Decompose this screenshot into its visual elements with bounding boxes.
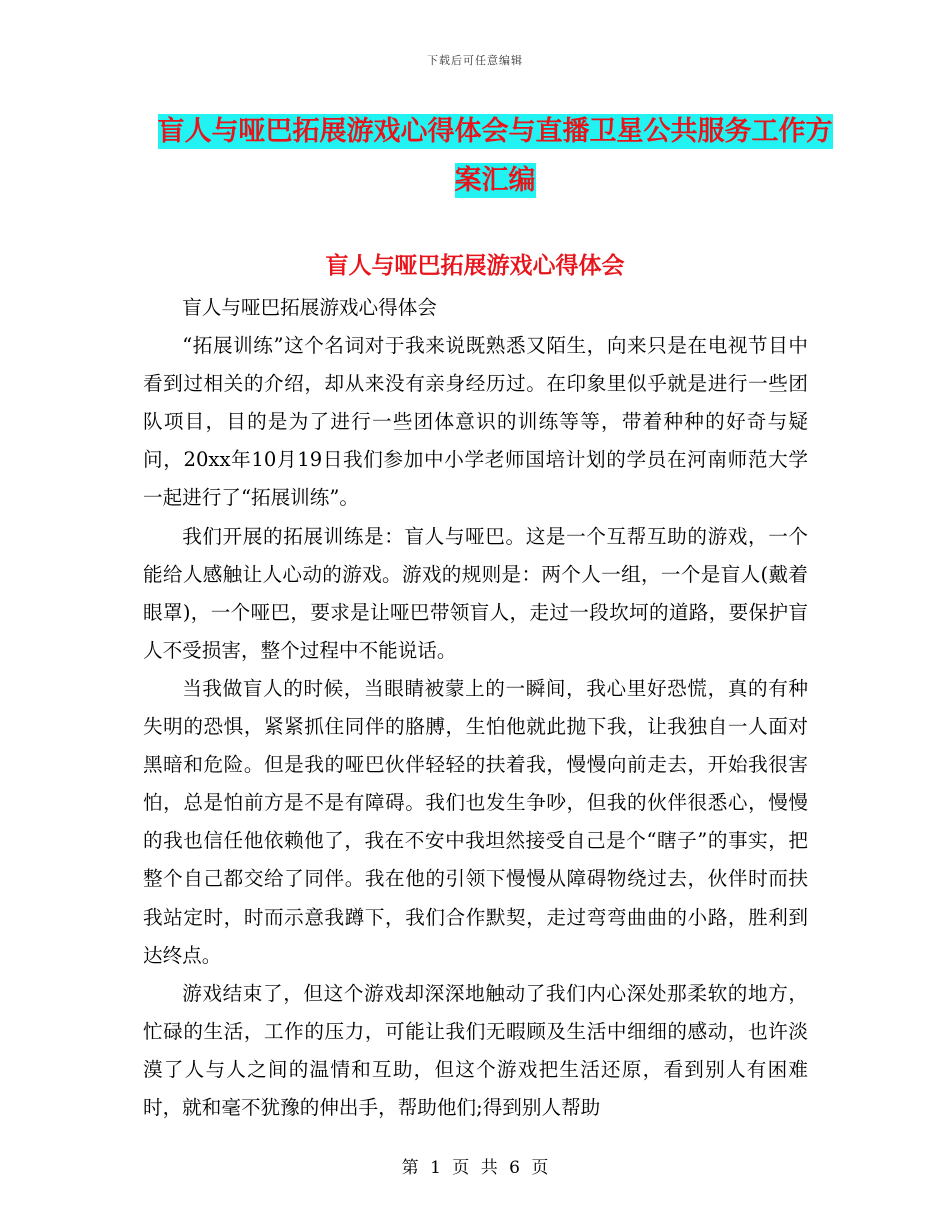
- paragraph: 当我做盲人的时候，当眼睛被蒙上的一瞬间，我心里好恐慌，真的有种失明的恐惧，紧紧抓住同伴的胳膊，生怕他就此抛下我，让我独自一人面对黑暗和危险。但是我的哑巴伙伴轻轻的扶着我，慢慢向前走去，开始我很害怕，总是怕前方是不是有障碍。我们也发生争吵，但我的伙伴很悉心，慢慢的我也信任他依赖他了，我在不安中我坦然接受自己是个“瞎子”的事实，把整个自己都交给了同伴。我在他的引领下慢慢从障碍物绕过去，伙伴时而扶我站定时，时而示意我蹲下，我们合作默契，走过弯弯曲曲的小路，胜利到达终点。: [143, 676, 808, 967]
- paragraph: 游戏结束了，但这个游戏却深深地触动了我们内心深处那柔软的地方，忙碌的生活，工作的压力，可能让我们无暇顾及生活中细细的感动，也许淡漠了人与人之间的温情和互助，但这个游戏把生活还原，看到别人有困难时，就和毫不犹豫的伸出手，帮助他们;得到别人帮助: [143, 981, 808, 1119]
- paragraph: “拓展训练”这个名词对于我来说既熟悉又陌生，向来只是在电视节目中看到过相关的介绍，却从来没有亲身经历过。在印象里似乎就是进行一些团队项目，目的是为了进行一些团体意识的训练等等，带着种种的好奇与疑问，20xx年10月19日我们参加中小学老师国培计划的学员在河南师范大学一起进行了“拓展训练”。: [143, 334, 808, 510]
- page-number-footer: 第 1 页 共 6 页: [401, 1158, 549, 1178]
- document-title: [150, 107, 840, 205]
- paragraph: 我们开展的拓展训练是：盲人与哑巴。这是一个互帮互助的游戏，一个能给人感触让人心动的游戏。游戏的规则是：两个人一组，一个是盲人(戴着眼罩)，一个哑巴，要求是让哑巴带领盲人，走过一段坎坷的道路，要保护盲人不受损害，整个过程中不能说话。: [143, 524, 808, 662]
- page-header-note: 下载后可任意编辑: [427, 54, 523, 67]
- section-title: 盲人与哑巴拓展游戏心得体会: [325, 252, 625, 279]
- document-title-text: 盲人与哑巴拓展游戏心得体会与直播卫星公共服务工作方案汇编: [157, 116, 833, 196]
- paragraph-subtitle: 盲人与哑巴拓展游戏心得体会: [182, 296, 437, 319]
- document-body: [143, 289, 808, 1127]
